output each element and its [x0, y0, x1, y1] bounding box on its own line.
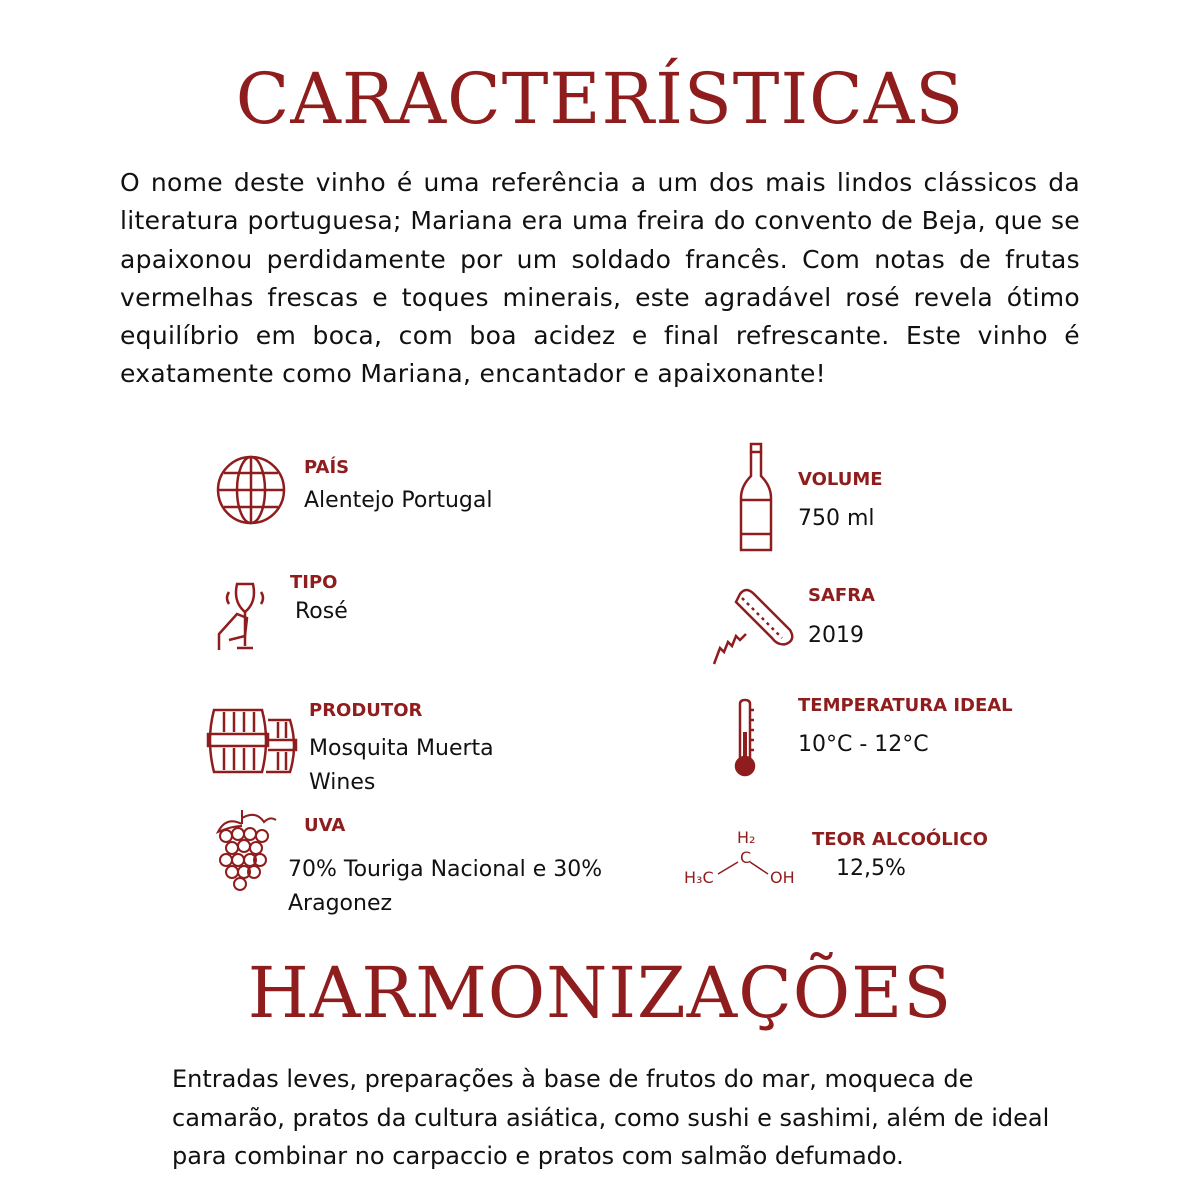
tipo-value: Rosé — [295, 599, 348, 624]
teor-value: 12,5% — [836, 856, 906, 881]
wine-description: O nome deste vinho é uma referência a um dos mais lindos clássicos da literatura portuguesa; Mariana era uma freira do convento de Beja, que se apaixonou perdidamente por um soldado francês. Com notas de frutas vermelhas frescas e toques minerais, este agradável rosé revela ótimo equilíbrio em boca, com boa acidez e final refrescante. Este vinho é exatamente como Mariana, encantador e apaixonante! — [120, 168, 1080, 389]
pais-label: PAÍS — [304, 457, 350, 478]
uva-value-line1: 70% Touriga Nacional e 30% — [288, 857, 603, 882]
safra-label: SAFRA — [808, 585, 875, 606]
formula-h2: H₂ — [737, 828, 756, 847]
volume-label: VOLUME — [798, 469, 883, 490]
wine-bottle-icon — [738, 442, 774, 554]
barrels-icon — [206, 706, 298, 776]
safra-value: 2019 — [808, 623, 864, 648]
volume-value: 750 ml — [798, 506, 875, 531]
teor-label: TEOR ALCOÓLICO — [812, 829, 988, 850]
produtor-label: PRODUTOR — [309, 700, 423, 721]
globe-icon — [216, 455, 286, 525]
thermometer-icon — [732, 698, 760, 778]
produtor-value-line1: Mosquita Muerta — [309, 736, 494, 761]
pais-value: Alentejo Portugal — [304, 488, 493, 513]
uva-label: UVA — [304, 815, 346, 836]
bond-lines — [716, 858, 772, 878]
formula-c: C — [740, 848, 752, 867]
harmonizacoes-text: Entradas leves, preparações à base de frutos do mar, moqueca de camarão, pratos da cultura asiática, como sushi e sashimi, além de ideal para combinar no carpaccio e pratos com salmão defumado. — [172, 1065, 1050, 1170]
harmonizacoes-title: HARMONIZAÇÕES — [247, 952, 953, 1034]
grapes-icon — [212, 806, 280, 894]
page-title: CARACTERÍSTICAS — [235, 58, 965, 140]
corkscrew-icon — [712, 584, 800, 670]
wine-glass-hand-icon — [215, 580, 275, 652]
produtor-value-line2: Wines — [309, 770, 376, 795]
temperatura-label: TEMPERATURA IDEAL — [798, 695, 1013, 716]
temperatura-value: 10°C - 12°C — [798, 732, 929, 757]
formula-oh: OH — [770, 868, 795, 887]
uva-value-line2: Aragonez — [288, 891, 393, 916]
formula-h3c: H₃C — [684, 868, 714, 887]
tipo-label: TIPO — [290, 572, 338, 593]
